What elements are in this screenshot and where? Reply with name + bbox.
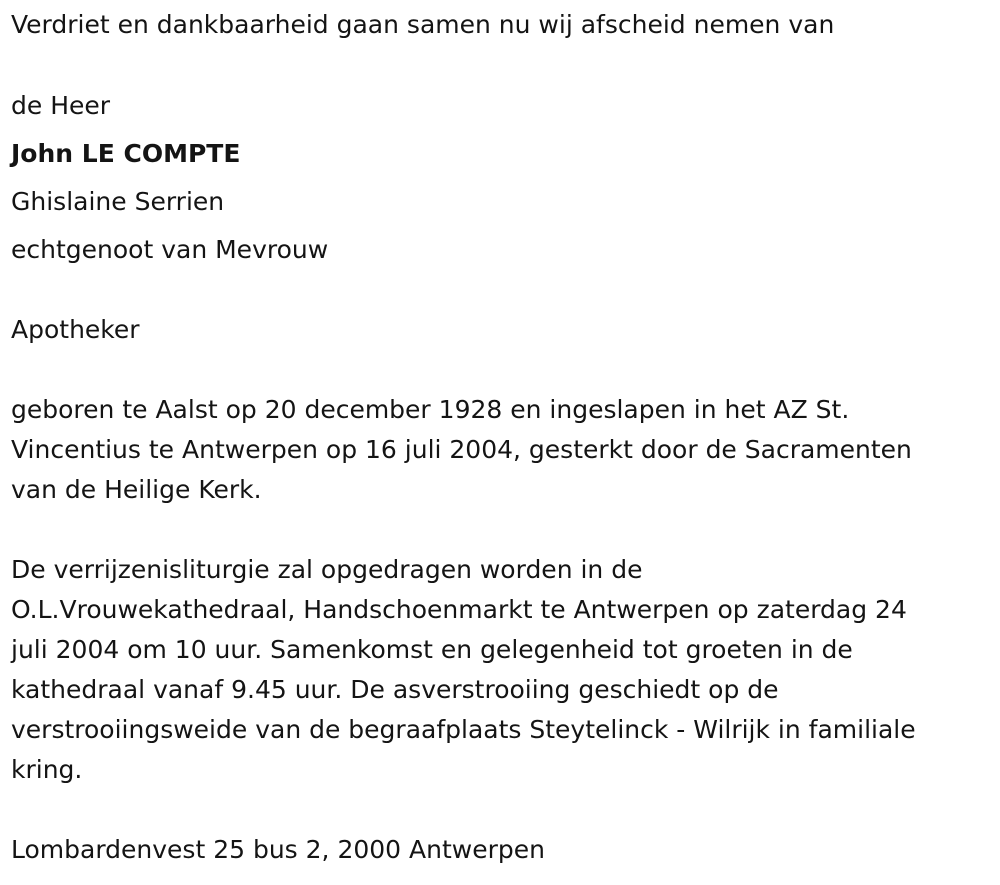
paragraph-line: juli 2004 om 10 uur. Samenkomst en gelegenheid tot groeten in de xyxy=(11,635,853,664)
honorific: de Heer xyxy=(11,91,111,120)
paragraph-line: verstrooiingsweide van de begraafplaats Steytelinck - Wilrijk in familiale xyxy=(11,715,916,744)
profession: Apotheker xyxy=(11,315,140,344)
address: Lombardenvest 25 bus 2, 2000 Antwerpen xyxy=(11,835,545,864)
paragraph-line: geboren te Aalst op 20 december 1928 en ingeslapen in het AZ St. xyxy=(11,395,850,424)
spouse-name: Ghislaine Serrien xyxy=(11,187,225,216)
paragraph-line: kring. xyxy=(11,755,83,784)
spouse-relation: echtgenoot van Mevrouw xyxy=(11,235,329,264)
paragraph-line: kathedraal vanaf 9.45 uur. De asverstrooiing geschiedt op de xyxy=(11,675,779,704)
paragraph-line: O.L.Vrouwekathedraal, Handschoenmarkt te Antwerpen op zaterdag 24 xyxy=(11,595,907,624)
paragraph-line: van de Heilige Kerk. xyxy=(11,475,262,504)
intro-text: Verdriet en dankbaarheid gaan samen nu wij afscheid nemen van xyxy=(11,10,835,39)
paragraph-line: De verrijzenisliturgie zal opgedragen worden in de xyxy=(11,555,643,584)
paragraph-line: Vincentius te Antwerpen op 16 juli 2004, gesterkt door de Sacramenten xyxy=(11,435,912,464)
deceased-name: John LE COMPTE xyxy=(11,139,241,168)
